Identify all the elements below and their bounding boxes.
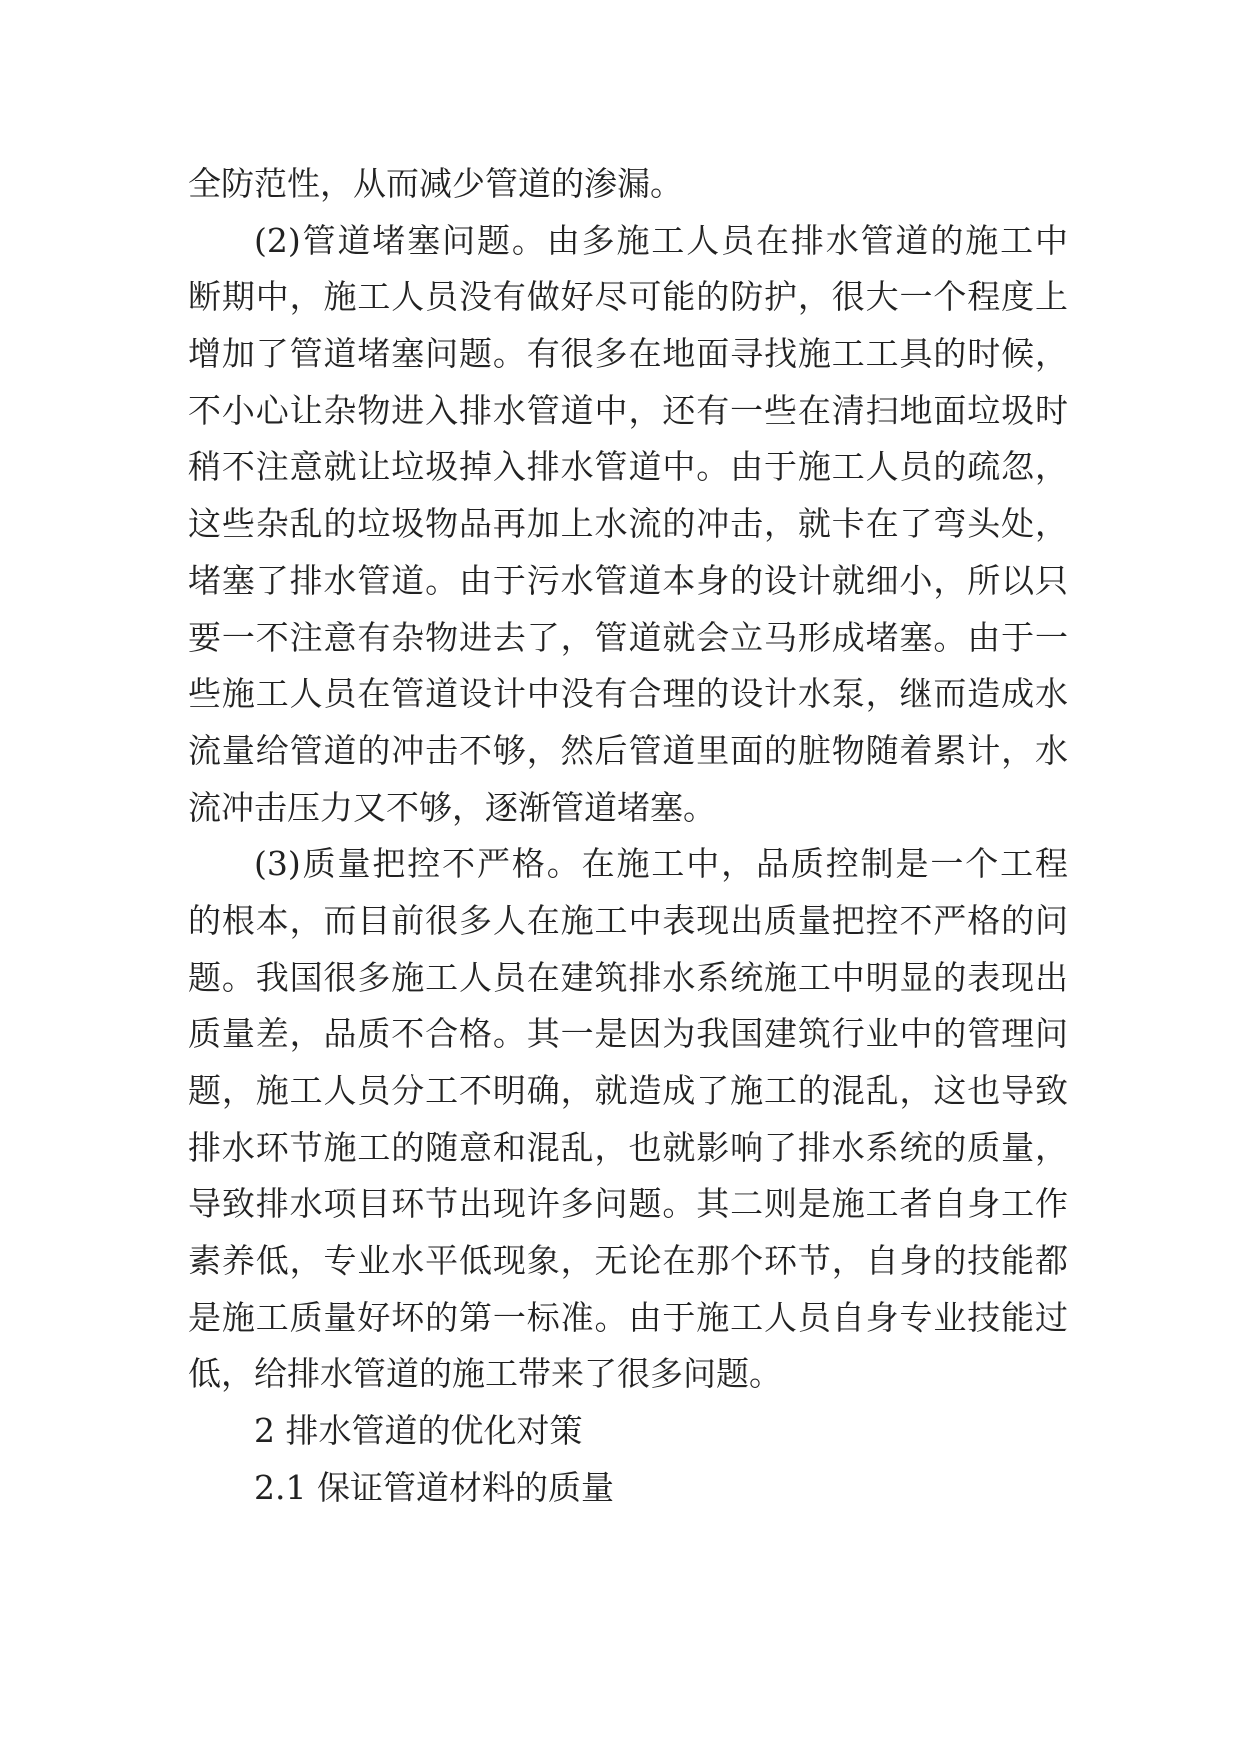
text-line: 排水环节施工的随意和混乱，也就影响了排水系统的质量， [188, 1127, 1068, 1167]
text-line: 要一不注意有杂物进去了，管道就会立马形成堵塞。由于一 [188, 617, 1068, 657]
text-line: 导致排水项目环节出现许多问题。其二则是施工者自身工作 [188, 1184, 1068, 1224]
text-line: 是施工质量好坏的第一标准。由于施工人员自身专业技能过 [188, 1297, 1068, 1337]
paragraph-first-line: (3)质量把控不严格。在施工中，品质控制是一个工程 [254, 844, 1068, 884]
text-line: 流冲击压力又不够，逐渐管道堵塞。 [188, 787, 716, 827]
section-heading: 2 排水管道的优化对策 [254, 1411, 583, 1451]
text-line: 素养低，专业水平低现象，无论在那个环节，自身的技能都 [188, 1241, 1068, 1281]
document-body [188, 156, 1068, 1517]
subsection-heading: 2.1 保证管道材料的质量 [254, 1467, 614, 1507]
text-line: 质量差，品质不合格。其一是因为我国建筑行业中的管理问 [188, 1014, 1068, 1054]
text-line: 低，给排水管道的施工带来了很多问题。 [188, 1354, 782, 1394]
text-line: 的根本，而目前很多人在施工中表现出质量把控不严格的问 [188, 900, 1068, 940]
text-line: 增加了管道堵塞问题。有很多在地面寻找施工工具的时候， [188, 334, 1068, 374]
text-line: 这些杂乱的垃圾物品再加上水流的冲击，就卡在了弯头处， [188, 504, 1068, 544]
text-line: 稍不注意就让垃圾掉入排水管道中。由于施工人员的疏忽， [188, 447, 1068, 487]
text-line: 断期中，施工人员没有做好尽可能的防护，很大一个程度上 [188, 277, 1068, 317]
text-line: 堵塞了排水管道。由于污水管道本身的设计就细小，所以只 [188, 560, 1068, 600]
text-line: 些施工人员在管道设计中没有合理的设计水泵，继而造成水 [188, 674, 1068, 714]
text-line: 不小心让杂物进入排水管道中，还有一些在清扫地面垃圾时 [188, 390, 1068, 430]
text-line: 题。我国很多施工人员在建筑排水系统施工中明显的表现出 [188, 957, 1068, 997]
text-line: 题，施工人员分工不明确，就造成了施工的混乱，这也导致 [188, 1071, 1068, 1110]
text-line: 流量给管道的冲击不够，然后管道里面的脏物随着累计，水 [188, 730, 1068, 770]
paragraph-first-line: (2)管道堵塞问题。由多施工人员在排水管道的施工中 [254, 220, 1068, 260]
text-line: 全防范性，从而减少管道的渗漏。 [188, 164, 683, 203]
